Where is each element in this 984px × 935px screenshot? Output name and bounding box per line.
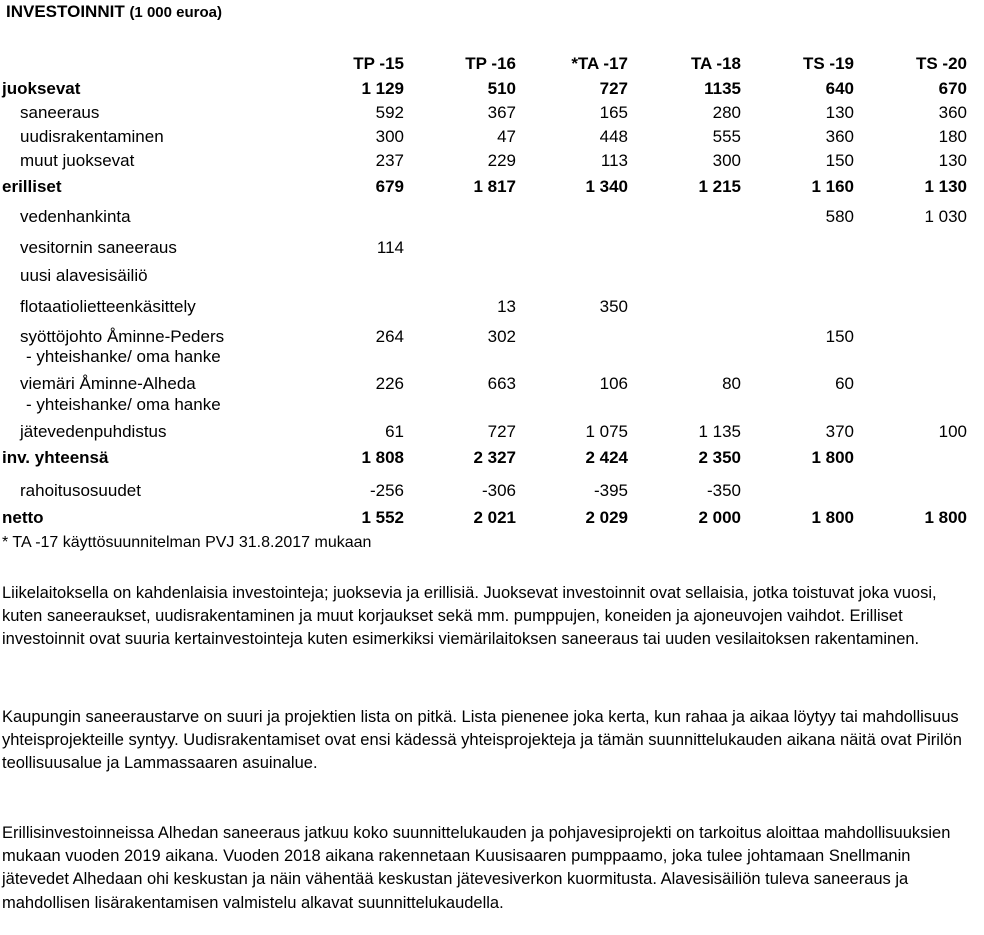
value-cell: 106 [599,374,628,393]
value-cell: 1 817 [473,177,516,196]
value-cell [408,347,520,367]
value-cell: 1 800 [811,508,854,527]
value-cell: 113 [600,151,628,170]
value-cell: 264 [375,327,404,346]
value-cell: 350 [599,297,628,316]
value-cell: 2 000 [698,508,741,527]
value-cell: -306 [481,481,516,500]
value-cell [632,286,745,317]
value-cell: 2 021 [473,508,516,527]
row-label: vesitornin saneeraus [20,238,177,257]
value-cell: -350 [706,481,741,500]
row-label: netto [2,508,44,527]
value-cell: 302 [487,327,516,346]
value-cell: -395 [593,481,628,500]
table-row [0,258,971,286]
value-cell: 150 [825,151,854,170]
value-cell [632,394,745,415]
value-cell [858,394,971,415]
value-cell: 60 [835,374,854,393]
row-label: syöttöjohto Åminne-Peders [20,327,225,346]
value-cell [632,197,745,227]
value-cell: 237 [375,151,404,170]
value-cell [520,197,632,227]
row-label: juoksevat [2,79,81,98]
table-row [0,367,971,394]
value-cell [408,258,520,286]
value-cell [520,317,632,347]
row-label: muut juoksevat [20,151,135,170]
value-cell: 280 [712,103,741,122]
value-cell: 663 [487,374,516,393]
table-row [0,123,971,147]
row-label: uudisrakentaminen [20,127,164,146]
table-row [0,147,971,171]
title-unit: (1 000 euroa) [129,4,222,21]
table-row [0,415,971,442]
value-cell: 2 350 [698,448,741,467]
value-cell [408,394,520,415]
table-row [0,286,971,317]
value-cell: 1 130 [924,177,967,196]
value-cell: 727 [487,422,516,441]
value-cell [858,367,971,394]
value-cell [300,197,408,227]
value-cell: 13 [497,297,516,316]
value-cell: 1 800 [924,508,967,527]
row-label: uusi alavesisäiliö [20,266,148,285]
value-cell [745,394,858,415]
value-cell [632,347,745,367]
value-cell: 229 [487,151,516,170]
value-cell [858,258,971,286]
value-cell [520,227,632,258]
value-cell: 592 [375,103,404,122]
value-cell: 1 030 [924,207,967,226]
table-body [0,74,971,528]
value-cell: 1 808 [361,448,404,467]
value-cell: 1 340 [585,177,628,196]
value-cell [300,347,408,367]
value-cell [408,227,520,258]
column-header: TS -19 [802,54,854,73]
value-cell: 360 [825,127,854,146]
table-row [0,197,971,227]
table-row [0,74,971,99]
value-cell: 61 [385,422,404,441]
value-cell [858,227,971,258]
table-row [0,394,971,415]
value-cell [745,286,858,317]
value-cell [300,286,408,317]
value-cell [632,258,745,286]
value-cell: 367 [487,103,516,122]
value-cell [632,317,745,347]
row-label: jätevedenpuhdistus [20,422,167,441]
footnote: * TA -17 käyttösuunnitelman PVJ 31.8.2017 mukaan [2,534,372,551]
value-cell [858,442,971,468]
page-title [6,2,222,22]
value-cell: 448 [599,127,628,146]
value-cell [300,394,408,415]
table-row [0,99,971,123]
row-label: - yhteishanke/ oma hanke [26,395,221,414]
row-label: saneeraus [20,103,100,122]
column-header: TP -15 [353,54,404,73]
value-cell: 727 [599,79,628,98]
table-row [0,171,971,197]
value-cell: 114 [376,238,404,257]
value-cell: 1 129 [361,79,404,98]
value-cell: 1135 [704,79,741,98]
table-header-row [0,50,971,74]
value-cell: 165 [599,103,628,122]
table-row [0,347,971,367]
table-row [0,227,971,258]
row-label: inv. yhteensä [2,448,109,467]
value-cell [408,197,520,227]
value-cell [745,227,858,258]
value-cell [858,317,971,347]
column-header: TS -20 [915,54,967,73]
column-header: TP -16 [465,54,516,73]
value-cell: 130 [825,103,854,122]
value-cell: 1 800 [811,448,854,467]
value-cell: 150 [825,327,854,346]
value-cell [520,394,632,415]
value-cell: 1 215 [698,177,741,196]
value-cell [520,258,632,286]
value-cell: 100 [938,422,967,441]
row-label: vedenhankinta [20,207,131,226]
value-cell [632,227,745,258]
value-cell [858,468,971,501]
value-cell: 130 [938,151,967,170]
table-row [0,468,971,501]
paragraph-renovation-need: Kaupungin saneeraustarve on suuri ja projektien lista on pitkä. Lista pienenee joka kerta, kun rahaa ja aikaa löytyy tai mahdollisuus yhteisprojekteille syntyy. Uudisrakentamiset ovat ensi kädessä yhteisprojekteja ja tämän suunnittelukauden aikana näitä ovat Pirilön teollisuusalue ja Lammassaaren asuinalue. [2,708,962,773]
value-cell: 1 075 [585,422,628,441]
value-cell [858,286,971,317]
value-cell: 580 [825,207,854,226]
value-cell: 1 135 [698,422,741,441]
row-label: viemäri Åminne-Alheda [20,374,196,393]
value-cell: 1 160 [811,177,854,196]
value-cell: 1 552 [361,508,404,527]
value-cell [745,468,858,501]
value-cell: 679 [375,177,404,196]
table-row [0,317,971,347]
column-header: TA -18 [690,54,741,73]
column-header: *TA -17 [571,54,628,73]
title-main: INVESTOINNIT [6,2,125,21]
table-row [0,442,971,468]
row-label: rahoitusosuudet [20,481,141,500]
value-cell: 300 [712,151,741,170]
value-cell: -256 [369,481,404,500]
row-label: erilliset [2,177,62,196]
row-label: flotaatiolietteenkäsittely [20,297,196,316]
paragraph-investment-types: Liikelaitoksella on kahdenlaisia investointeja; juoksevia ja erillisiä. Juoksevat investoinnit ovat sellaisia, jotka toistuvat joka vuosi, kuten saneeraukset, uudisrakentaminen ja muut korjaukset sekä mm. pumppujen, koneiden ja ajoneuvojen vaihdot. Erilliset investoinnit ovat suuria kertainvestointeja kuten esimerkiksi viemärilaitoksen saneeraus tai uuden vesilaitoksen rakentaminen. [2,584,937,649]
paragraph-separate-investments: Erillisinvestoinneissa Alhedan saneeraus jatkuu koko suunnittelukauden ja pohjavesiprojekti on tarkoitus aloittaa mahdollisuuksien mukaan vuoden 2019 aikana. Vuoden 2018 aikana rakennetaan Kuusisaaren pumppaamo, joka tulee johtamaan Snellmanin jätevedet Alhedaan ohi keskustan ja näin vähentää keskustan jätevesiverkon kuormitusta. Alavesisäiliön tuleva saneeraus ja mahdollisen lisärakentamisen valmistelu alkavat suunnittelukaudella. [2,824,951,912]
investment-table [0,50,971,528]
value-cell [300,258,408,286]
value-cell: 360 [938,103,967,122]
value-cell [520,347,632,367]
value-cell: 555 [712,127,741,146]
table-row [0,501,971,528]
value-cell: 180 [938,127,967,146]
value-cell: 640 [825,79,854,98]
value-cell [858,347,971,367]
value-cell: 370 [825,422,854,441]
row-label: - yhteishanke/ oma hanke [26,347,221,366]
header-label-cell [0,50,300,74]
value-cell: 47 [497,127,516,146]
value-cell: 2 029 [585,508,628,527]
value-cell: 2 327 [473,448,516,467]
value-cell [745,347,858,367]
value-cell: 670 [938,79,967,98]
value-cell: 510 [487,79,516,98]
value-cell: 300 [375,127,404,146]
value-cell: 2 424 [585,448,628,467]
value-cell [745,258,858,286]
value-cell: 226 [375,374,404,393]
value-cell: 80 [722,374,741,393]
